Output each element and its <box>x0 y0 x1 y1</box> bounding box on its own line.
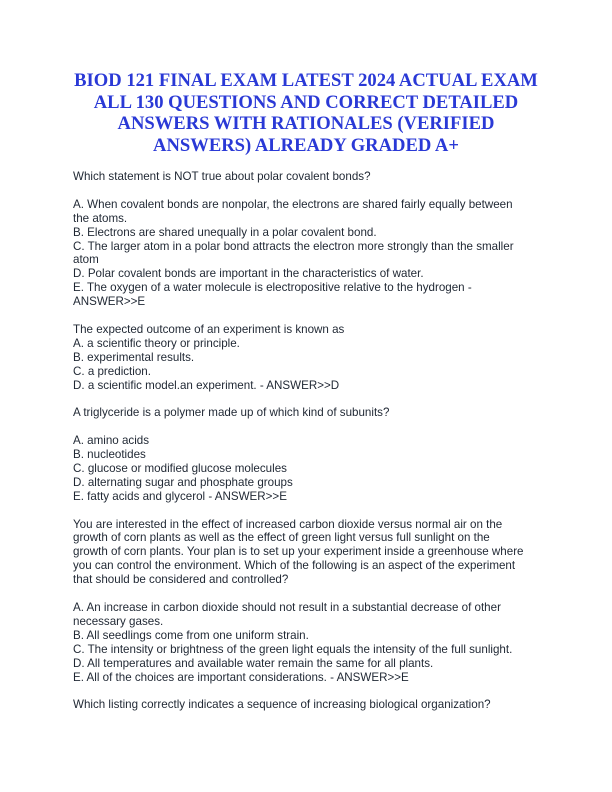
question-stem: growth of corn plants as well as the effect of green light versus full sunlight on the <box>73 531 490 545</box>
answer-option: E. All of the choices are important considerations. - ANSWER>>E <box>73 670 409 684</box>
answer-option: A. amino acids <box>73 434 150 448</box>
title-line: BIOD 121 FINAL EXAM LATEST 2024 ACTUAL EXAM <box>74 70 538 91</box>
title-line: ANSWERS WITH RATIONALES (VERIFIED <box>117 113 495 134</box>
document-title <box>60 70 552 156</box>
question-block <box>73 518 543 685</box>
answer-option: D. Polar covalent bonds are important in the characteristics of water. <box>73 267 424 281</box>
spacer <box>73 504 543 518</box>
question-stem: The expected outcome of an experiment is known as <box>73 322 345 336</box>
answer-option: the atoms. <box>73 211 128 225</box>
answer-option: atom <box>73 253 99 267</box>
question-block <box>73 698 543 712</box>
answer-option: C. glucose or modified glucose molecules <box>73 461 287 475</box>
answer-option: B. Electrons are shared unequally in a polar covalent bond. <box>73 225 377 239</box>
answer-option: B. experimental results. <box>73 350 195 364</box>
answer-option: B. All seedlings come from one uniform strain. <box>73 628 309 642</box>
question-stem: growth of corn plants. Your plan is to set up your experiment inside a greenhouse where <box>73 545 524 559</box>
question-stem: A triglyceride is a polymer made up of which kind of subunits? <box>73 406 390 420</box>
answer-option: C. a prediction. <box>73 364 151 378</box>
question-list <box>73 170 543 712</box>
spacer <box>73 684 543 698</box>
answer-option: D. alternating sugar and phosphate groups <box>73 475 293 489</box>
question-stem: Which listing correctly indicates a sequence of increasing biological organization? <box>73 698 491 712</box>
question-stem: You are interested in the effect of increased carbon dioxide versus normal air on the <box>73 517 503 531</box>
answer-option: C. The intensity or brightness of the green light equals the intensity of the full sunlight. <box>73 642 513 656</box>
question-block <box>73 170 543 309</box>
question-stem: that should be considered and controlled? <box>73 573 289 587</box>
question-block <box>73 323 543 393</box>
title-line: ANSWERS) ALREADY GRADED A+ <box>153 134 459 156</box>
question-stem: Which statement is NOT true about polar covalent bonds? <box>73 170 371 183</box>
answer-option: B. nucleotides <box>73 448 146 462</box>
question-stem: you can control the environment. Which of the following is an aspect of the experiment <box>73 559 516 573</box>
title-line: ALL 130 QUESTIONS AND CORRECT DETAILED <box>93 91 519 113</box>
spacer <box>73 392 543 406</box>
answer-option: E. fatty acids and glycerol - ANSWER>>E <box>73 489 287 503</box>
spacer <box>73 587 543 601</box>
answer-option: A. a scientific theory or principle. <box>73 336 240 350</box>
question-block <box>73 406 543 503</box>
answer-option: C. The larger atom in a polar bond attracts the electron more strongly than the smaller <box>73 239 514 253</box>
spacer <box>73 184 543 198</box>
answer-option: E. The oxygen of a water molecule is electropositive relative to the hydrogen - <box>73 281 472 295</box>
spacer <box>73 420 543 434</box>
answer-option: A. When covalent bonds are nonpolar, the electrons are shared fairly equally between <box>73 197 513 211</box>
answer-option: D. a scientific model.an experiment. - ANSWER>>D <box>73 378 340 392</box>
answer-option: D. All temperatures and available water remain the same for all plants. <box>73 656 434 670</box>
answer-option: A. An increase in carbon dioxide should not result in a substantial decrease of other <box>73 601 501 614</box>
spacer <box>73 309 543 323</box>
answer-key: ANSWER>>E <box>73 295 146 309</box>
answer-option: necessary gases. <box>73 614 164 628</box>
